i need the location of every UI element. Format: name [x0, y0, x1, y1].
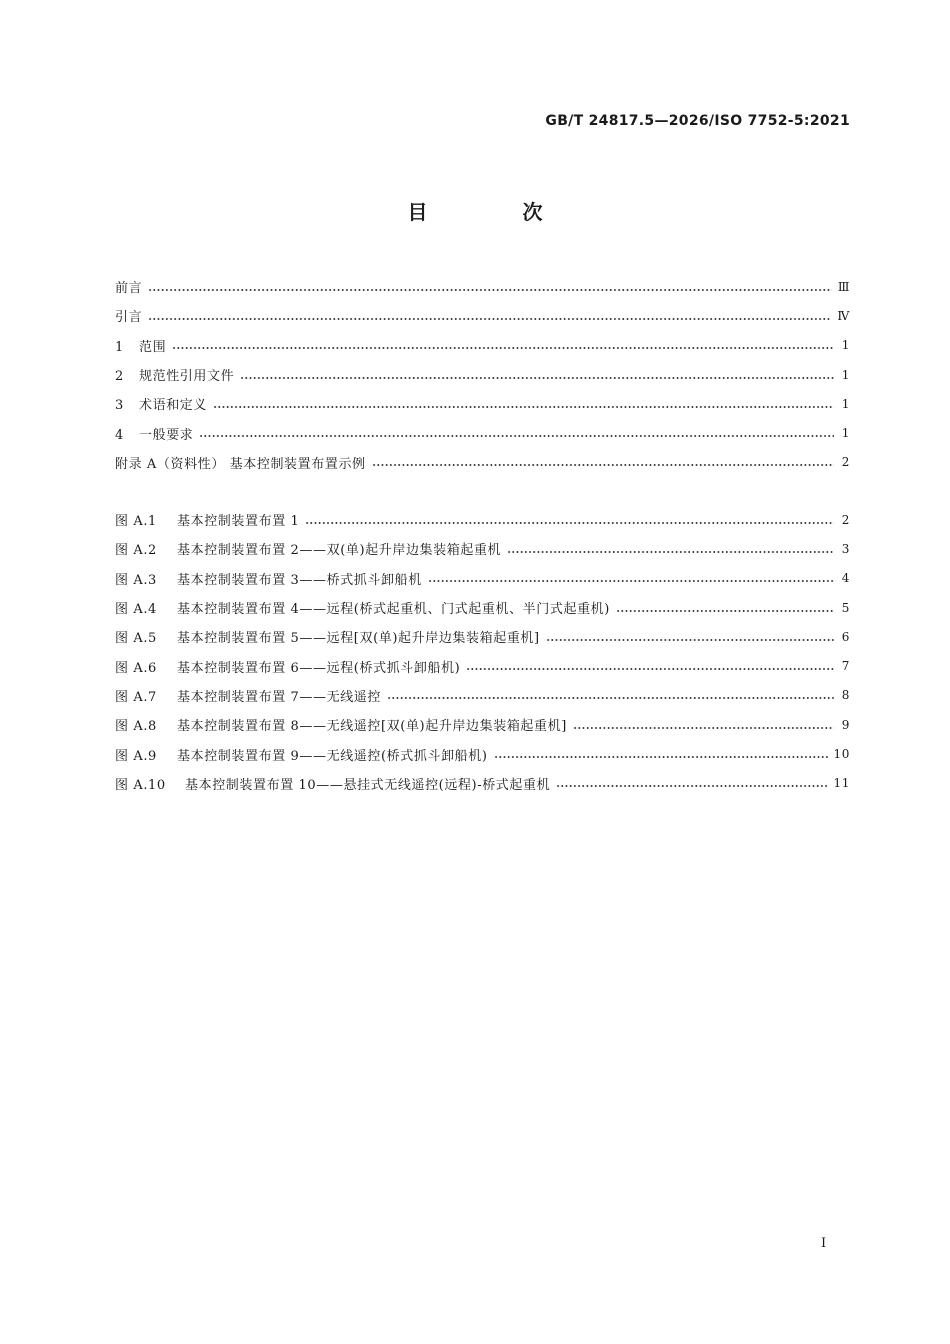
- toc-entry-page: 1: [841, 338, 850, 353]
- toc-entry-label: 附录 A（资料性） 基本控制装置布置示例: [115, 456, 366, 472]
- figure-entry-page: 9: [841, 717, 850, 732]
- figure-number: 图 A.5: [115, 631, 157, 647]
- figure-entry-page: 7: [841, 659, 850, 674]
- leader-dots: [199, 435, 834, 437]
- leader-dots: [494, 756, 828, 758]
- list-of-figures: [115, 505, 850, 798]
- toc-entry-annex-a[interactable]: [115, 448, 850, 477]
- leader-dots: [240, 377, 834, 379]
- leader-dots: [466, 668, 834, 670]
- leader-dots: [172, 347, 834, 349]
- page-number: I: [821, 1236, 827, 1251]
- page-title: 目 次: [407, 200, 587, 224]
- figure-entry[interactable]: [115, 739, 850, 768]
- toc-entry-label: 引言: [115, 310, 143, 326]
- figure-number: 图 A.2: [115, 543, 157, 559]
- figure-entry[interactable]: [115, 564, 850, 593]
- figure-entry-page: 2: [841, 512, 850, 527]
- figure-entry-page: 8: [841, 688, 850, 703]
- leader-dots: [305, 522, 834, 524]
- figure-number: 图 A.6: [115, 660, 157, 676]
- toc-entry-label: 3 术语和定义: [115, 398, 208, 414]
- toc-entry-label: 前言: [115, 281, 143, 297]
- figure-entry[interactable]: [115, 534, 850, 563]
- toc-entry-label: 1 范围: [115, 339, 167, 355]
- toc-entry-general-requirements[interactable]: [115, 418, 850, 447]
- toc-entry-scope[interactable]: [115, 331, 850, 360]
- leader-dots: [387, 697, 834, 699]
- figure-entry-label: 图 A.8 基本控制装置布置 8——无线遥控[双(单)起升岸边集装箱起重机]: [115, 715, 567, 734]
- toc-entry-number: 1: [115, 339, 124, 355]
- figure-entry-label: 图 A.2 基本控制装置布置 2——双(单)起升岸边集装箱起重机: [115, 539, 501, 558]
- figure-entry-label: 图 A.9 基本控制装置布置 9——无线遥控(桥式抓斗卸船机): [115, 745, 488, 764]
- figure-entry[interactable]: [115, 681, 850, 710]
- toc-entry-normative-references[interactable]: [115, 360, 850, 389]
- figure-entry[interactable]: [115, 622, 850, 651]
- table-of-contents: [115, 272, 850, 477]
- figure-entry[interactable]: [115, 651, 850, 680]
- figure-entry-label: 图 A.7 基本控制装置布置 7——无线遥控: [115, 686, 381, 705]
- figure-number: 图 A.3: [115, 572, 157, 588]
- figure-entry-label: 图 A.5 基本控制装置布置 5——远程[双(单)起升岸边集装箱起重机]: [115, 627, 540, 646]
- toc-entry-page: Ⅲ: [837, 279, 850, 294]
- leader-dots: [546, 639, 834, 641]
- figure-number: 图 A.9: [115, 748, 157, 764]
- figure-entry-page: 11: [833, 776, 850, 791]
- leader-dots: [556, 785, 827, 787]
- leader-dots: [213, 406, 834, 408]
- figure-entry[interactable]: [115, 769, 850, 798]
- leader-dots: [428, 580, 834, 582]
- toc-entry-number: 4: [115, 427, 124, 443]
- leader-dots: [372, 464, 834, 466]
- figure-number: 图 A.10: [115, 777, 166, 793]
- figure-entry[interactable]: [115, 593, 850, 622]
- toc-entry-number: 3: [115, 398, 124, 414]
- figure-entry-label: 图 A.3 基本控制装置布置 3——桥式抓斗卸船机: [115, 569, 422, 588]
- toc-entry-introduction[interactable]: [115, 301, 850, 330]
- figure-entry-page: 4: [841, 571, 850, 586]
- leader-dots: [148, 289, 832, 291]
- toc-entry-number: 2: [115, 369, 124, 385]
- toc-entry-label: 4 一般要求: [115, 427, 194, 443]
- toc-entry-page: 1: [841, 426, 850, 441]
- figure-number: 图 A.8: [115, 719, 157, 735]
- toc-entry-page: 1: [841, 367, 850, 382]
- toc-entry-foreword[interactable]: [115, 272, 850, 301]
- figure-entry-page: 5: [841, 600, 850, 615]
- figure-entry[interactable]: [115, 505, 850, 534]
- figure-number: 图 A.7: [115, 689, 157, 705]
- toc-entry-terms-definitions[interactable]: [115, 389, 850, 418]
- figure-number: 图 A.1: [115, 514, 157, 530]
- figure-entry-page: 3: [841, 541, 850, 556]
- toc-entry-page: 1: [841, 396, 850, 411]
- toc-entry-page: Ⅳ: [837, 308, 850, 323]
- figure-entry[interactable]: [115, 710, 850, 739]
- figure-entry-label: 图 A.1 基本控制装置布置 1: [115, 510, 299, 529]
- standard-code: GB/T 24817.5—2026/ISO 7752-5:2021: [545, 113, 850, 129]
- figure-entry-page: 6: [841, 629, 850, 644]
- leader-dots: [507, 551, 834, 553]
- figure-entry-page: 10: [833, 747, 850, 762]
- leader-dots: [148, 318, 831, 320]
- toc-entry-page: 2: [841, 455, 850, 470]
- leader-dots: [616, 610, 834, 612]
- figure-number: 图 A.4: [115, 602, 157, 618]
- figure-entry-label: 图 A.4 基本控制装置布置 4——远程(桥式起重机、门式起重机、半门式起重机): [115, 598, 610, 617]
- toc-entry-label: 2 规范性引用文件: [115, 369, 235, 385]
- figure-entry-label: 图 A.6 基本控制装置布置 6——远程(桥式抓斗卸船机): [115, 657, 460, 676]
- figure-entry-label: 图 A.10 基本控制装置布置 10——悬挂式无线遥控(远程)-桥式起重机: [115, 774, 550, 793]
- leader-dots: [573, 727, 834, 729]
